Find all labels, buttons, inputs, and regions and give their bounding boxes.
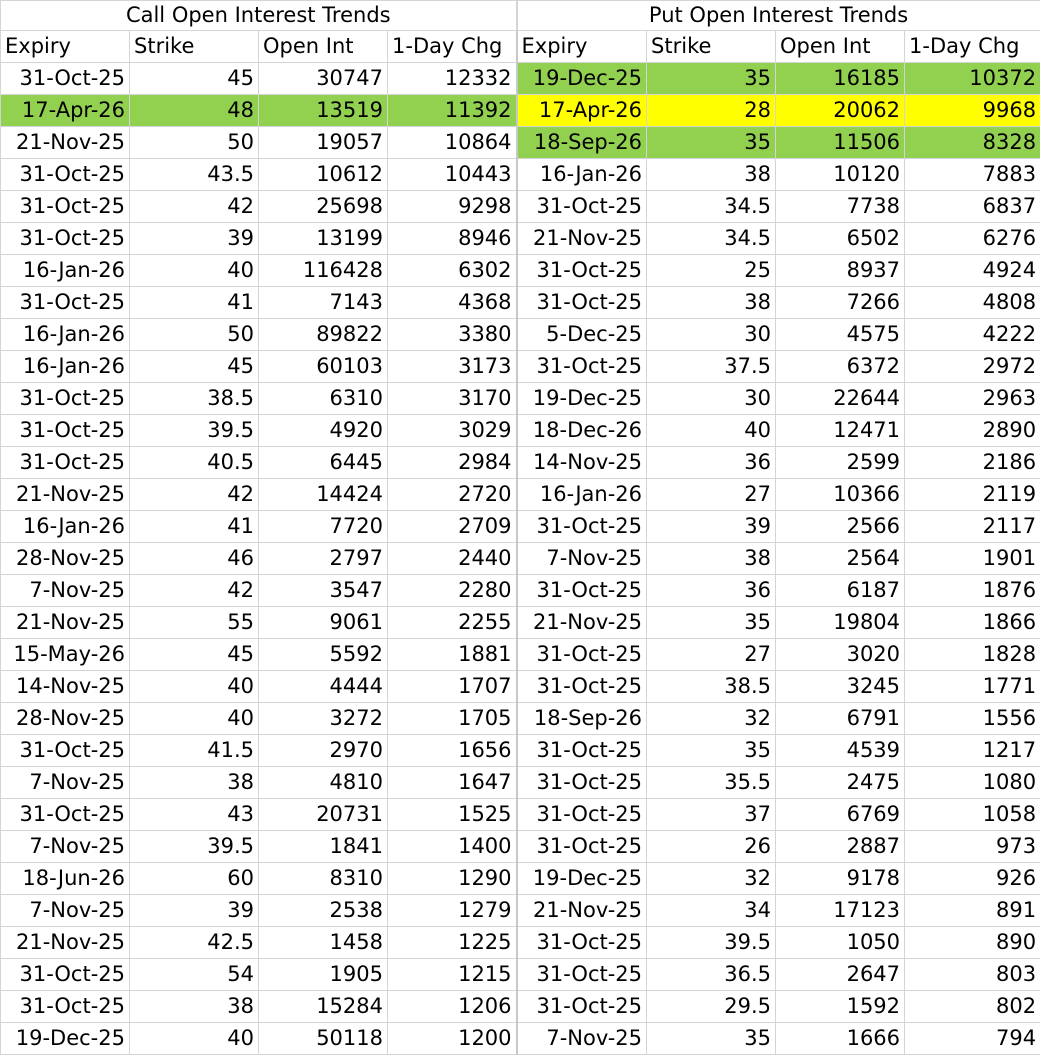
call-expiry-cell[interactable]: 28-Nov-25 (1, 703, 130, 735)
put-expiry-cell[interactable]: 31-Oct-25 (517, 767, 647, 799)
put-1day-chg-cell[interactable]: 1058 (905, 799, 1040, 831)
put-strike-cell[interactable]: 36 (647, 575, 776, 607)
put-1day-chg-cell[interactable]: 2119 (905, 479, 1040, 511)
put-strike-cell[interactable]: 38.5 (647, 671, 776, 703)
put-open-int-cell[interactable]: 2564 (776, 543, 905, 575)
put-open-int-cell[interactable]: 16185 (776, 63, 905, 95)
call-strike-cell[interactable]: 38 (130, 991, 259, 1023)
call-expiry-cell[interactable]: 31-Oct-25 (1, 447, 130, 479)
put-strike-cell[interactable]: 36 (647, 447, 776, 479)
call-1day-chg-cell[interactable]: 12332 (388, 63, 517, 95)
put-1day-chg-cell[interactable]: 7883 (905, 159, 1040, 191)
call-expiry-cell[interactable]: 16-Jan-26 (1, 351, 130, 383)
call-1day-chg-cell[interactable]: 3380 (388, 319, 517, 351)
call-1day-chg-cell[interactable]: 1215 (388, 959, 517, 991)
call-1day-chg-cell[interactable]: 2984 (388, 447, 517, 479)
title-row (1, 1, 1040, 31)
put-strike-cell[interactable]: 39.5 (647, 927, 776, 959)
table-row (1, 799, 1040, 831)
put-strike-cell[interactable]: 35 (647, 735, 776, 767)
call-expiry-header[interactable]: Expiry (1, 31, 130, 63)
put-open-int-cell[interactable]: 1666 (776, 1023, 905, 1055)
call-1day-chg-cell[interactable]: 6302 (388, 255, 517, 287)
call-strike-cell[interactable]: 50 (130, 127, 259, 159)
put-1day-chg-cell[interactable]: 802 (905, 991, 1040, 1023)
put-open-int-cell[interactable]: 17123 (776, 895, 905, 927)
call-open-int-cell[interactable]: 13519 (259, 95, 388, 127)
call-strike-cell[interactable]: 42 (130, 479, 259, 511)
call-expiry-cell[interactable]: 17-Apr-26 (1, 95, 130, 127)
call-expiry-cell[interactable]: 21-Nov-25 (1, 927, 130, 959)
table-row (1, 511, 1040, 543)
call-expiry-cell[interactable]: 21-Nov-25 (1, 127, 130, 159)
table-row (1, 447, 1040, 479)
table-row (1, 287, 1040, 319)
call-1day-chg-cell[interactable]: 9298 (388, 191, 517, 223)
call-expiry-cell[interactable]: 31-Oct-25 (1, 223, 130, 255)
put-1day-chg-cell[interactable]: 803 (905, 959, 1040, 991)
call-strike-cell[interactable]: 38.5 (130, 383, 259, 415)
put-expiry-cell[interactable]: 31-Oct-25 (517, 735, 647, 767)
call-strike-cell[interactable]: 39 (130, 895, 259, 927)
call-1day-chg-cell[interactable]: 1881 (388, 639, 517, 671)
put-strike-cell[interactable]: 40 (647, 415, 776, 447)
call-1day-chg-cell[interactable]: 1705 (388, 703, 517, 735)
put-expiry-cell[interactable]: 31-Oct-25 (517, 799, 647, 831)
put-open-int-cell[interactable]: 20062 (776, 95, 905, 127)
call-open-int-cell[interactable]: 15284 (259, 991, 388, 1023)
put-open-int-cell[interactable]: 8937 (776, 255, 905, 287)
put-expiry-cell[interactable]: 21-Nov-25 (517, 895, 647, 927)
put-expiry-cell[interactable]: 19-Dec-25 (517, 863, 647, 895)
call-open-int-cell[interactable]: 6445 (259, 447, 388, 479)
put-strike-cell[interactable]: 28 (647, 95, 776, 127)
call-expiry-cell[interactable]: 16-Jan-26 (1, 255, 130, 287)
call-open-int-cell[interactable]: 2970 (259, 735, 388, 767)
call-expiry-cell[interactable]: 16-Jan-26 (1, 511, 130, 543)
put-open-int-cell[interactable]: 10120 (776, 159, 905, 191)
call-expiry-cell[interactable]: 31-Oct-25 (1, 991, 130, 1023)
put-strike-cell[interactable]: 38 (647, 159, 776, 191)
put-open-int-cell[interactable]: 6187 (776, 575, 905, 607)
call-1day-chg-cell[interactable]: 1525 (388, 799, 517, 831)
put-strike-cell[interactable]: 38 (647, 543, 776, 575)
put-1day-chg-cell[interactable]: 1771 (905, 671, 1040, 703)
table-row (1, 863, 1040, 895)
put-1day-chg-cell[interactable]: 2972 (905, 351, 1040, 383)
put-expiry-cell[interactable]: 31-Oct-25 (517, 511, 647, 543)
call-expiry-cell[interactable]: 31-Oct-25 (1, 959, 130, 991)
call-1day-chg-cell[interactable]: 10443 (388, 159, 517, 191)
put-open-int-cell[interactable]: 2887 (776, 831, 905, 863)
put-expiry-cell[interactable]: 31-Oct-25 (517, 191, 647, 223)
put-open-int-cell[interactable]: 3020 (776, 639, 905, 671)
put-1day-chg-cell[interactable]: 926 (905, 863, 1040, 895)
put-strike-cell[interactable]: 34.5 (647, 223, 776, 255)
call-strike-cell[interactable]: 45 (130, 63, 259, 95)
call-strike-cell[interactable]: 41 (130, 511, 259, 543)
put-open-int-cell[interactable]: 6372 (776, 351, 905, 383)
put-expiry-cell[interactable]: 14-Nov-25 (517, 447, 647, 479)
call-expiry-cell[interactable]: 31-Oct-25 (1, 63, 130, 95)
put-open-int-cell[interactable]: 10366 (776, 479, 905, 511)
call-1day-chg-cell[interactable]: 8946 (388, 223, 517, 255)
call-1day-chg-cell[interactable]: 2440 (388, 543, 517, 575)
table-row (1, 543, 1040, 575)
put-open-int-cell[interactable]: 3245 (776, 671, 905, 703)
put-strike-cell[interactable]: 37 (647, 799, 776, 831)
put-expiry-cell[interactable]: 19-Dec-25 (517, 63, 647, 95)
table-row (1, 127, 1040, 159)
put-strike-header[interactable]: Strike (647, 31, 776, 63)
call-open-int-cell[interactable]: 19057 (259, 127, 388, 159)
put-1day-chg-cell[interactable]: 8328 (905, 127, 1040, 159)
call-open-int-cell[interactable]: 10612 (259, 159, 388, 191)
call-open-int-cell[interactable]: 2538 (259, 895, 388, 927)
call-strike-cell[interactable]: 40 (130, 671, 259, 703)
put-open-int-header[interactable]: Open Int (776, 31, 905, 63)
call-1day-chg-cell[interactable]: 1225 (388, 927, 517, 959)
put-1day-chg-cell[interactable]: 890 (905, 927, 1040, 959)
call-strike-cell[interactable]: 38 (130, 767, 259, 799)
put-1day-chg-cell[interactable]: 2117 (905, 511, 1040, 543)
table-row (1, 63, 1040, 95)
put-expiry-cell[interactable]: 17-Apr-26 (517, 95, 647, 127)
call-open-int-cell[interactable]: 4444 (259, 671, 388, 703)
call-strike-cell[interactable]: 46 (130, 543, 259, 575)
table-row (1, 639, 1040, 671)
put-1day-chg-cell[interactable]: 6837 (905, 191, 1040, 223)
table-row (1, 223, 1040, 255)
call-expiry-cell[interactable]: 14-Nov-25 (1, 671, 130, 703)
put-strike-cell[interactable]: 37.5 (647, 351, 776, 383)
put-expiry-cell[interactable]: 31-Oct-25 (517, 831, 647, 863)
call-open-int-cell[interactable]: 4810 (259, 767, 388, 799)
put-expiry-cell[interactable]: 21-Nov-25 (517, 223, 647, 255)
put-strike-cell[interactable]: 39 (647, 511, 776, 543)
call-expiry-cell[interactable]: 31-Oct-25 (1, 159, 130, 191)
put-strike-cell[interactable]: 32 (647, 863, 776, 895)
put-strike-cell[interactable]: 32 (647, 703, 776, 735)
call-expiry-cell[interactable]: 21-Nov-25 (1, 607, 130, 639)
call-strike-cell[interactable]: 40 (130, 1023, 259, 1055)
call-strike-cell[interactable]: 48 (130, 95, 259, 127)
call-1day-chg-cell[interactable]: 1656 (388, 735, 517, 767)
call-open-int-cell[interactable]: 3272 (259, 703, 388, 735)
put-1day-chg-cell[interactable]: 1556 (905, 703, 1040, 735)
call-expiry-cell[interactable]: 7-Nov-25 (1, 895, 130, 927)
put-expiry-cell[interactable]: 31-Oct-25 (517, 991, 647, 1023)
call-open-int-cell[interactable]: 9061 (259, 607, 388, 639)
put-expiry-cell[interactable]: 5-Dec-25 (517, 319, 647, 351)
call-1day-chg-cell[interactable]: 2255 (388, 607, 517, 639)
call-open-int-cell[interactable]: 116428 (259, 255, 388, 287)
put-strike-cell[interactable]: 27 (647, 479, 776, 511)
put-expiry-cell[interactable]: 7-Nov-25 (517, 1023, 647, 1055)
call-strike-cell[interactable]: 50 (130, 319, 259, 351)
call-expiry-cell[interactable]: 31-Oct-25 (1, 799, 130, 831)
put-expiry-cell[interactable]: 31-Oct-25 (517, 351, 647, 383)
put-open-int-cell[interactable]: 2566 (776, 511, 905, 543)
call-expiry-cell[interactable]: 7-Nov-25 (1, 575, 130, 607)
call-open-int-cell[interactable]: 60103 (259, 351, 388, 383)
call-expiry-cell[interactable]: 19-Dec-25 (1, 1023, 130, 1055)
call-1day-chg-cell[interactable]: 1279 (388, 895, 517, 927)
put-1day-chg-cell[interactable]: 2890 (905, 415, 1040, 447)
call-1day-chg-cell[interactable]: 1707 (388, 671, 517, 703)
call-1day-chg-cell[interactable]: 10864 (388, 127, 517, 159)
call-open-int-cell[interactable]: 25698 (259, 191, 388, 223)
put-strike-cell[interactable]: 35.5 (647, 767, 776, 799)
put-expiry-cell[interactable]: 21-Nov-25 (517, 607, 647, 639)
put-expiry-cell[interactable]: 31-Oct-25 (517, 287, 647, 319)
put-expiry-cell[interactable]: 16-Jan-26 (517, 159, 647, 191)
put-strike-cell[interactable]: 35 (647, 607, 776, 639)
table-row (1, 479, 1040, 511)
put-strike-cell[interactable]: 38 (647, 287, 776, 319)
put-1day-chg-cell[interactable]: 6276 (905, 223, 1040, 255)
call-open-int-cell[interactable]: 50118 (259, 1023, 388, 1055)
call-strike-cell[interactable]: 43.5 (130, 159, 259, 191)
table-row (1, 383, 1040, 415)
call-expiry-cell[interactable]: 15-May-26 (1, 639, 130, 671)
table-row (1, 703, 1040, 735)
call-section-title[interactable]: Call Open Interest Trends (1, 1, 517, 31)
put-open-int-cell[interactable]: 11506 (776, 127, 905, 159)
table-row (1, 191, 1040, 223)
put-1day-chg-cell[interactable]: 9968 (905, 95, 1040, 127)
call-open-int-cell[interactable]: 14424 (259, 479, 388, 511)
put-open-int-cell[interactable]: 2647 (776, 959, 905, 991)
call-open-int-cell[interactable]: 4920 (259, 415, 388, 447)
table-row (1, 415, 1040, 447)
call-strike-cell[interactable]: 45 (130, 639, 259, 671)
put-open-int-cell[interactable]: 22644 (776, 383, 905, 415)
call-expiry-cell[interactable]: 28-Nov-25 (1, 543, 130, 575)
put-strike-cell[interactable]: 25 (647, 255, 776, 287)
put-expiry-cell[interactable]: 16-Jan-26 (517, 479, 647, 511)
call-expiry-cell[interactable]: 18-Jun-26 (1, 863, 130, 895)
put-open-int-cell[interactable]: 1050 (776, 927, 905, 959)
call-strike-cell[interactable]: 60 (130, 863, 259, 895)
put-strike-cell[interactable]: 26 (647, 831, 776, 863)
call-strike-cell[interactable]: 55 (130, 607, 259, 639)
call-strike-cell[interactable]: 40 (130, 703, 259, 735)
put-open-int-cell[interactable]: 19804 (776, 607, 905, 639)
table-row (1, 319, 1040, 351)
call-expiry-cell[interactable]: 7-Nov-25 (1, 767, 130, 799)
put-open-int-cell[interactable]: 1592 (776, 991, 905, 1023)
call-strike-cell[interactable]: 39.5 (130, 831, 259, 863)
table-row (1, 255, 1040, 287)
put-1day-chg-cell[interactable]: 794 (905, 1023, 1040, 1055)
call-open-int-header[interactable]: Open Int (259, 31, 388, 63)
call-strike-cell[interactable]: 43 (130, 799, 259, 831)
put-expiry-cell[interactable]: 31-Oct-25 (517, 959, 647, 991)
call-expiry-cell[interactable]: 31-Oct-25 (1, 415, 130, 447)
call-1day-chg-cell[interactable]: 11392 (388, 95, 517, 127)
table-row (1, 959, 1040, 991)
table-row (1, 607, 1040, 639)
call-1day-chg-cell[interactable]: 3029 (388, 415, 517, 447)
call-1day-chg-header[interactable]: 1-Day Chg (388, 31, 517, 63)
call-strike-cell[interactable]: 54 (130, 959, 259, 991)
put-strike-cell[interactable]: 30 (647, 383, 776, 415)
put-open-int-cell[interactable]: 6502 (776, 223, 905, 255)
put-expiry-cell[interactable]: 31-Oct-25 (517, 255, 647, 287)
call-open-int-cell[interactable]: 7720 (259, 511, 388, 543)
call-open-int-cell[interactable]: 1905 (259, 959, 388, 991)
table-row (1, 735, 1040, 767)
put-1day-chg-cell[interactable]: 10372 (905, 63, 1040, 95)
table-row (1, 831, 1040, 863)
table-row (1, 95, 1040, 127)
call-1day-chg-cell[interactable]: 3170 (388, 383, 517, 415)
put-1day-chg-cell[interactable]: 1828 (905, 639, 1040, 671)
call-open-int-cell[interactable]: 8310 (259, 863, 388, 895)
call-1day-chg-cell[interactable]: 1647 (388, 767, 517, 799)
call-open-int-cell[interactable]: 1458 (259, 927, 388, 959)
call-1day-chg-cell[interactable]: 1200 (388, 1023, 517, 1055)
put-strike-cell[interactable]: 35 (647, 63, 776, 95)
put-1day-chg-cell[interactable]: 1866 (905, 607, 1040, 639)
call-open-int-cell[interactable]: 1841 (259, 831, 388, 863)
call-open-int-cell[interactable]: 2797 (259, 543, 388, 575)
call-1day-chg-cell[interactable]: 2709 (388, 511, 517, 543)
call-open-int-cell[interactable]: 30747 (259, 63, 388, 95)
call-expiry-cell[interactable]: 21-Nov-25 (1, 479, 130, 511)
put-open-int-cell[interactable]: 7738 (776, 191, 905, 223)
call-strike-cell[interactable]: 41 (130, 287, 259, 319)
call-strike-header[interactable]: Strike (130, 31, 259, 63)
call-1day-chg-cell[interactable]: 1206 (388, 991, 517, 1023)
call-open-int-cell[interactable]: 89822 (259, 319, 388, 351)
call-strike-cell[interactable]: 39 (130, 223, 259, 255)
call-expiry-cell[interactable]: 31-Oct-25 (1, 287, 130, 319)
put-expiry-cell[interactable]: 7-Nov-25 (517, 543, 647, 575)
call-strike-cell[interactable]: 42 (130, 575, 259, 607)
put-1day-chg-cell[interactable]: 4222 (905, 319, 1040, 351)
put-strike-cell[interactable]: 35 (647, 1023, 776, 1055)
put-1day-chg-cell[interactable]: 4808 (905, 287, 1040, 319)
call-1day-chg-cell[interactable]: 1400 (388, 831, 517, 863)
put-expiry-cell[interactable]: 19-Dec-25 (517, 383, 647, 415)
table-row (1, 927, 1040, 959)
call-1day-chg-cell[interactable]: 1290 (388, 863, 517, 895)
call-open-int-cell[interactable]: 20731 (259, 799, 388, 831)
put-1day-chg-cell[interactable]: 4924 (905, 255, 1040, 287)
call-open-int-cell[interactable]: 5592 (259, 639, 388, 671)
put-strike-cell[interactable]: 35 (647, 127, 776, 159)
table-row (1, 159, 1040, 191)
call-expiry-cell[interactable]: 31-Oct-25 (1, 191, 130, 223)
put-section-title[interactable]: Put Open Interest Trends (517, 1, 1040, 31)
put-open-int-cell[interactable]: 6791 (776, 703, 905, 735)
call-strike-cell[interactable]: 39.5 (130, 415, 259, 447)
call-open-int-cell[interactable]: 6310 (259, 383, 388, 415)
put-1day-chg-cell[interactable]: 891 (905, 895, 1040, 927)
put-1day-chg-cell[interactable]: 1901 (905, 543, 1040, 575)
put-1day-chg-cell[interactable]: 1217 (905, 735, 1040, 767)
put-1day-chg-cell[interactable]: 973 (905, 831, 1040, 863)
put-expiry-cell[interactable]: 31-Oct-25 (517, 639, 647, 671)
put-strike-cell[interactable]: 30 (647, 319, 776, 351)
call-open-int-cell[interactable]: 7143 (259, 287, 388, 319)
table-row (1, 895, 1040, 927)
call-expiry-cell[interactable]: 31-Oct-25 (1, 735, 130, 767)
put-open-int-cell[interactable]: 12471 (776, 415, 905, 447)
put-strike-cell[interactable]: 36.5 (647, 959, 776, 991)
put-expiry-cell[interactable]: 31-Oct-25 (517, 927, 647, 959)
call-1day-chg-cell[interactable]: 2280 (388, 575, 517, 607)
call-strike-cell[interactable]: 40 (130, 255, 259, 287)
put-1day-chg-cell[interactable]: 2186 (905, 447, 1040, 479)
put-expiry-cell[interactable]: 18-Sep-26 (517, 703, 647, 735)
put-open-int-cell[interactable]: 4539 (776, 735, 905, 767)
call-1day-chg-cell[interactable]: 3173 (388, 351, 517, 383)
put-strike-cell[interactable]: 34.5 (647, 191, 776, 223)
table-row (1, 671, 1040, 703)
table-row (1, 767, 1040, 799)
table-row (1, 575, 1040, 607)
put-1day-chg-header[interactable]: 1-Day Chg (905, 31, 1040, 63)
call-strike-cell[interactable]: 42.5 (130, 927, 259, 959)
call-1day-chg-cell[interactable]: 2720 (388, 479, 517, 511)
put-strike-cell[interactable]: 29.5 (647, 991, 776, 1023)
table-row (1, 351, 1040, 383)
call-strike-cell[interactable]: 42 (130, 191, 259, 223)
put-open-int-cell[interactable]: 4575 (776, 319, 905, 351)
call-expiry-cell[interactable]: 7-Nov-25 (1, 831, 130, 863)
call-strike-cell[interactable]: 45 (130, 351, 259, 383)
call-expiry-cell[interactable]: 31-Oct-25 (1, 383, 130, 415)
call-open-int-cell[interactable]: 3547 (259, 575, 388, 607)
put-expiry-header[interactable]: Expiry (517, 31, 647, 63)
put-strike-cell[interactable]: 34 (647, 895, 776, 927)
call-expiry-cell[interactable]: 16-Jan-26 (1, 319, 130, 351)
call-1day-chg-cell[interactable]: 4368 (388, 287, 517, 319)
put-open-int-cell[interactable]: 2599 (776, 447, 905, 479)
put-open-int-cell[interactable]: 7266 (776, 287, 905, 319)
table-row (1, 991, 1040, 1023)
put-open-int-cell[interactable]: 2475 (776, 767, 905, 799)
put-expiry-cell[interactable]: 31-Oct-25 (517, 575, 647, 607)
put-1day-chg-cell[interactable]: 1080 (905, 767, 1040, 799)
call-open-int-cell[interactable]: 13199 (259, 223, 388, 255)
put-strike-cell[interactable]: 27 (647, 639, 776, 671)
header-row (1, 31, 1040, 63)
put-open-int-cell[interactable]: 9178 (776, 863, 905, 895)
call-strike-cell[interactable]: 40.5 (130, 447, 259, 479)
call-strike-cell[interactable]: 41.5 (130, 735, 259, 767)
put-open-int-cell[interactable]: 6769 (776, 799, 905, 831)
table-row (1, 1023, 1040, 1055)
put-expiry-cell[interactable]: 31-Oct-25 (517, 671, 647, 703)
put-1day-chg-cell[interactable]: 1876 (905, 575, 1040, 607)
put-expiry-cell[interactable]: 18-Dec-26 (517, 415, 647, 447)
put-expiry-cell[interactable]: 18-Sep-26 (517, 127, 647, 159)
put-1day-chg-cell[interactable]: 2963 (905, 383, 1040, 415)
